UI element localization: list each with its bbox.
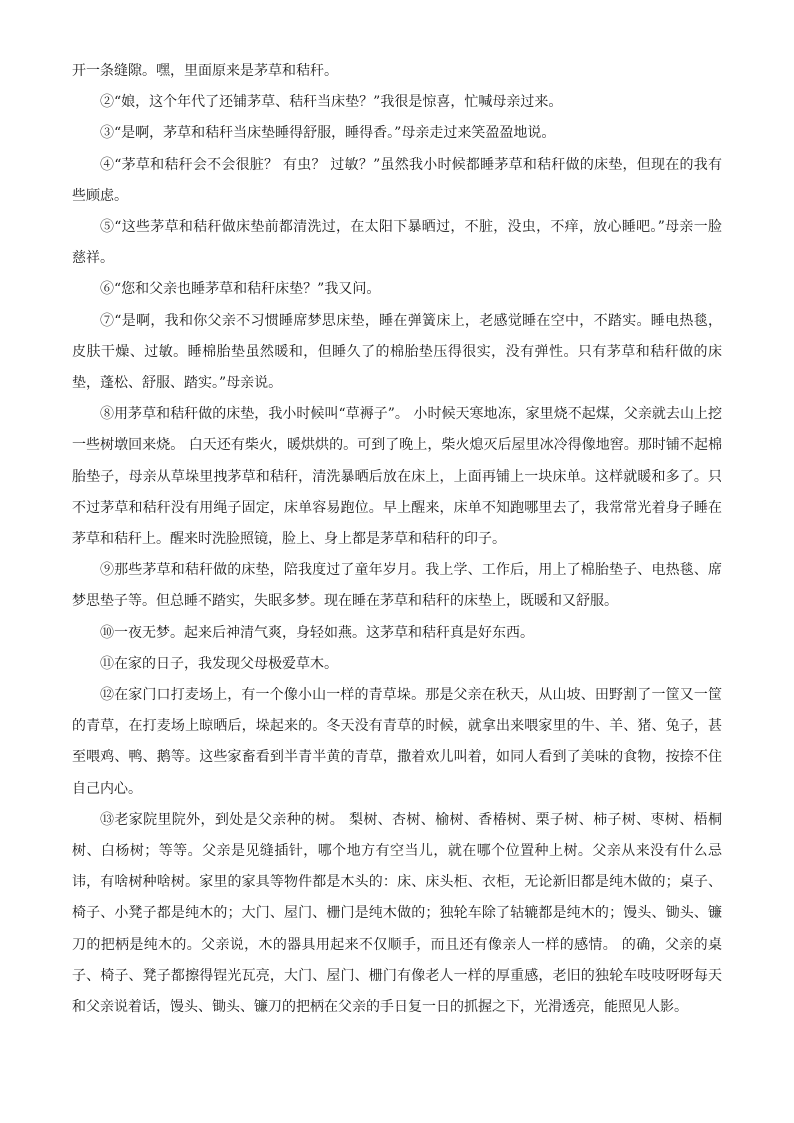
paragraph-7: ⑦“是啊，我和你父亲不习惯睡席梦思床垫，睡在弹簧床上，老感觉睡在空中，不踏实。睡电热毯，皮肤干燥、过敏。睡棉胎垫虽然暖和，但睡久了的棉胎垫压得很实，没有弹性。只有茅草和秸秆做的床垫，蓬松、舒服、踏实。”母亲说。: [72, 312, 722, 392]
paragraph-4: ④“茅草和秸秆会不会很脏？ 有虫？ 过敏？”虽然我小时候都睡茅草和秸秆做的床垫，但现在的我有些顾虑。: [72, 156, 722, 204]
paragraph-13: ⑬老家院里院外，到处是父亲种的树。 梨树、杏树、榆树、香椿树、栗子树、柿子树、枣树、梧桐树、白杨树；等等。父亲是见缝插针，哪个地方有空当儿，就在哪个位置种上树。父亲从来没有什么忌讳，有啥树种啥树。家里的家具等物件都是木头的：床、床头柜、衣柜，无论新旧都是纯木做的；桌子、椅子、小凳子都是纯木的；大门、屋门、栅门是纯木做的；独轮车除了轱辘都是纯木的；馒头、锄头、镰刀的把柄是纯木的。父亲说，木的器具用起来不仅顺手，而且还有像亲人一样的感情。 的确，父亲的桌子、椅子、凳子都擦得锃光瓦亮，大门、屋门、栅门有像老人一样的厚重感，老旧的独轮车吱吱呀呀每天和父亲说着话，馒头、锄头、镰刀的把柄在父亲的手日复一日的抓握之下，光滑透亮，能照见人影。: [72, 811, 722, 1016]
paragraph-6: ⑥“您和父亲也睡茅草和秸秆床垫？”我又问。: [100, 281, 381, 298]
paragraph-9: ⑨那些茅草和秸秆做的床垫，陪我度过了童年岁月。我上学、工作后，用上了棉胎垫子、电热毯、席梦思垫子等。但总睡不踏实，失眠多梦。现在睡在茅草和秸秆的床垫上，既暖和又舒服。: [72, 562, 722, 610]
paragraph-3: ③“是啊，茅草和秸秆当床垫睡得舒服，睡得香。”母亲走过来笑盈盈地说。: [100, 125, 556, 142]
paragraph-1-continued: 开一条缝隙。嘿，里面原来是茅草和秸秆。: [72, 63, 338, 79]
paragraph-12: ⑫在家门口打麦场上，有一个像小山一样的青草垛。那是父亲在秋天，从山坡、田野割了一筐又一筐的青草，在打麦场上晾晒后，垛起来的。冬天没有青草的时候，就拿出来喂家里的牛、羊、猪、兔子，甚至喂鸡、鸭、鹅等。这些家畜看到半青半黄的青草，撒着欢儿叫着，如同人看到了美味的食物，按捺不住自己内心。: [72, 687, 722, 797]
paragraph-8: ⑧用茅草和秸秆做的床垫，我小时候叫“草褥子”。 小时候天寒地冻，家里烧不起煤，父亲就去山上挖一些树墩回来烧。 白天还有柴火，暖烘烘的。可到了晚上，柴火熄灭后屋里冰冷得像地窖。那时铺不起棉胎垫子，母亲从草垛里拽茅草和秸秆，清洗暴晒后放在床上，上面再铺上一块床单。这样就暖和多了。只不过茅草和秸秆没有用绳子固定，床单容易跑位。早上醒来，床单不知跑哪里去了，我常常光着身子睡在茅草和秸秆上。醒来时洗脸照镜，脸上、身上都是茅草和秸秆的印子。: [72, 406, 722, 548]
paragraph-2: ②“娘，这个年代了还铺茅草、秸秆当床垫？”我很是惊喜，忙喊母亲过来。: [100, 94, 563, 111]
paragraph-5: ⑤“这些茅草和秸秆做床垫前都清洗过，在太阳下暴晒过，不脏，没虫，不痒，放心睡吧。”母亲一脸慈祥。: [72, 219, 722, 267]
article-body: [72, 56, 722, 1023]
paragraph-10: ⑩一夜无梦。起来后神清气爽，身轻如燕。这茅草和秸秆真是好东西。: [100, 624, 534, 641]
paragraph-11: ⑪在家的日子，我发现父母极爱草木。: [100, 655, 338, 672]
